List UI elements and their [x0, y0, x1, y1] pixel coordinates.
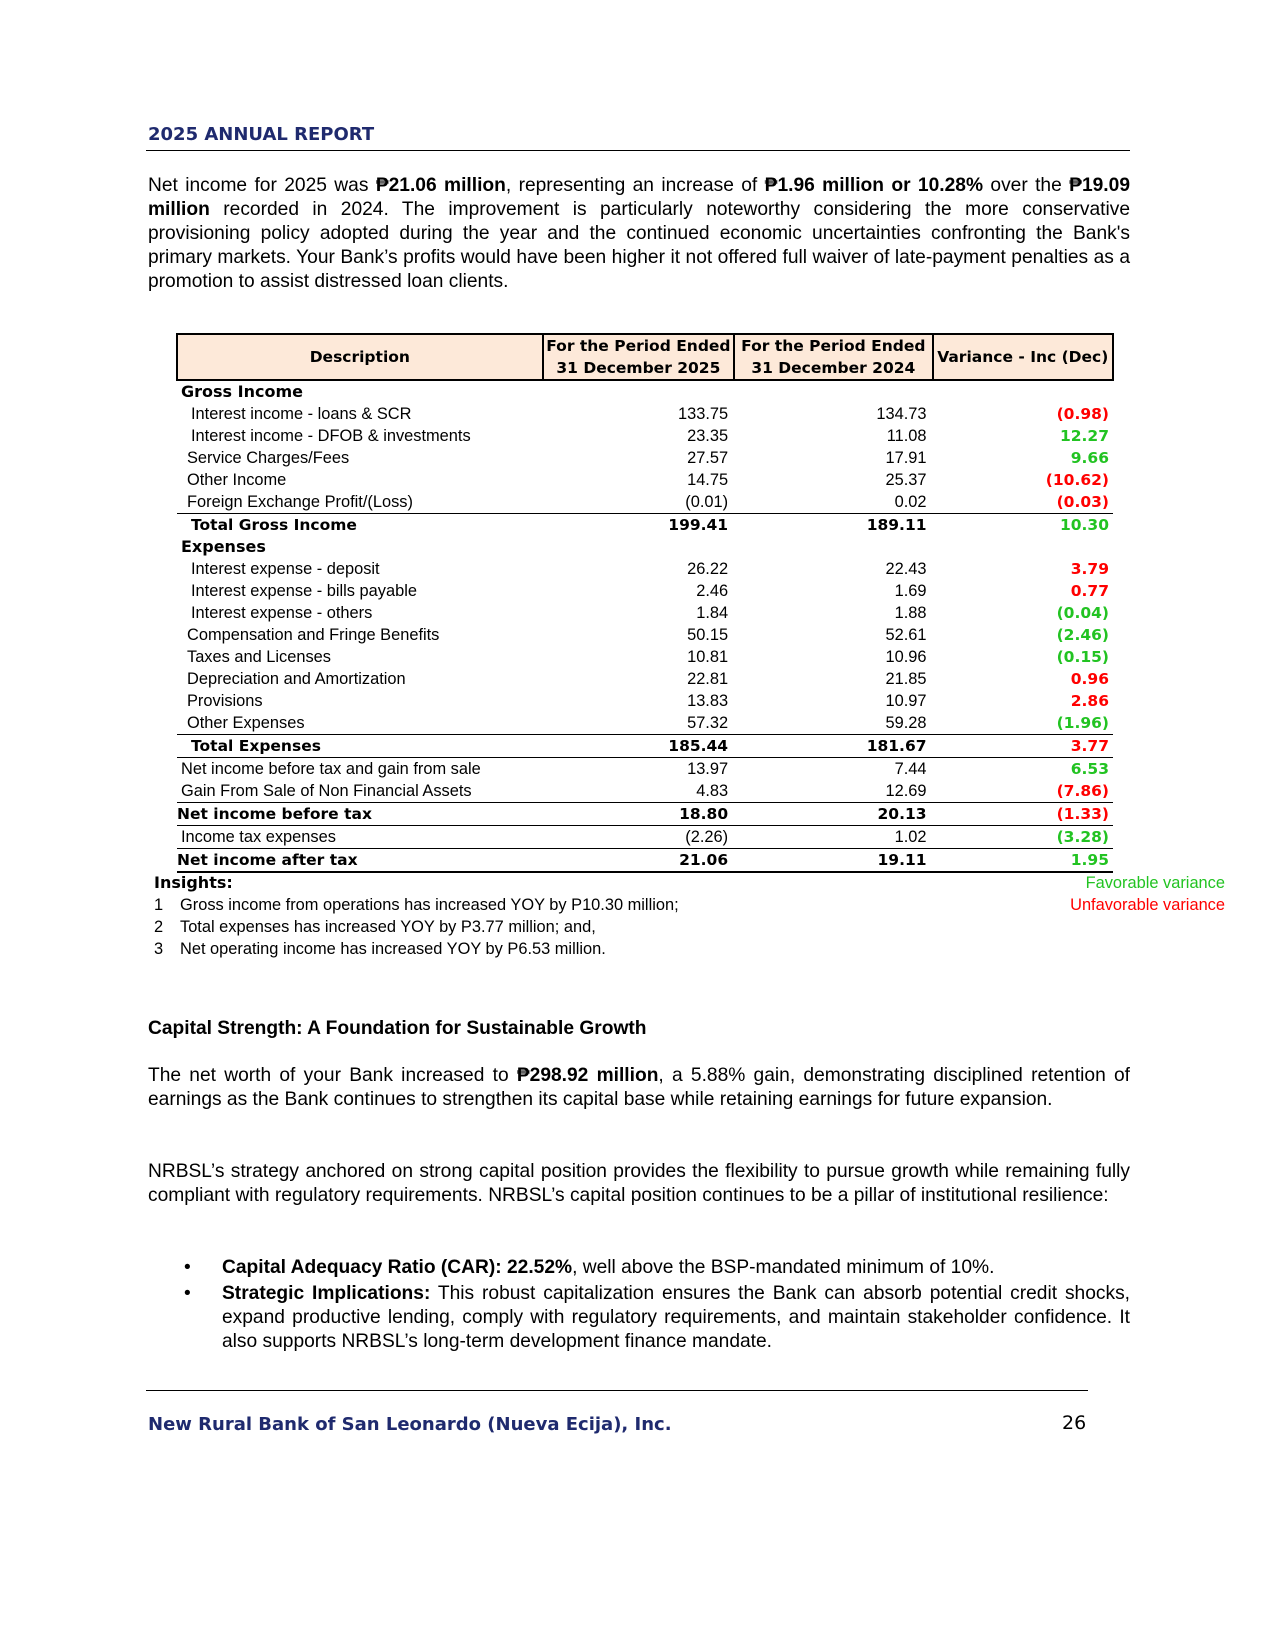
page-number: 26 — [1062, 1412, 1087, 1434]
row-description: Taxes and Licenses — [187, 648, 331, 666]
row-description: Total Gross Income — [177, 514, 543, 537]
table-row — [177, 780, 1113, 803]
footer-divider — [146, 1390, 1088, 1391]
row-variance: 3.79 — [1070, 560, 1109, 578]
table-row — [177, 758, 1113, 781]
row-description: Interest income - DFOB & investments — [191, 427, 471, 445]
header-divider — [146, 150, 1130, 151]
table-row — [177, 803, 1113, 826]
row-variance — [933, 536, 1113, 558]
table-row — [177, 491, 1113, 514]
table-row — [177, 712, 1113, 735]
row-description: Interest expense - bills payable — [191, 582, 417, 600]
intro-text-1: Net income for 2025 was — [148, 175, 376, 196]
income-statement-table — [176, 333, 1114, 873]
row-description: Interest expense - deposit — [191, 560, 380, 578]
row-2025-value: 1.84 — [696, 604, 729, 622]
row-description: Total Expenses — [177, 735, 543, 758]
header-2025 — [543, 334, 734, 380]
insight-text: Net operating income has increased YOY by P6.53 million. — [180, 940, 606, 958]
report-header-title: 2025 ANNUAL REPORT — [148, 124, 375, 145]
legend-unfavorable: Unfavorable variance — [1070, 896, 1225, 914]
table-row — [177, 735, 1113, 758]
header-2025-line1: For the Period Ended — [546, 337, 731, 355]
table-row — [177, 514, 1113, 537]
header-2024-line1: For the Period Ended — [741, 337, 926, 355]
row-variance: (0.98) — [1056, 405, 1109, 423]
row-description: Provisions — [187, 692, 263, 710]
row-2025-value — [543, 536, 734, 558]
insights-block — [154, 872, 1114, 960]
capital-bullet-list — [148, 1256, 1130, 1356]
networth-text-2: , a 5.88% gain, demonstrating disciplined retention of earnings as the Bank continues to strengthen its capital base while retaining earnings for future expansion. — [148, 1065, 1130, 1110]
row-2025-value: 50.15 — [687, 626, 729, 644]
insights-list — [154, 894, 1114, 960]
insight-item — [154, 938, 1114, 960]
row-variance: (1.96) — [1056, 714, 1109, 732]
intro-bold-net-income: ₱21.06 million — [375, 175, 506, 196]
header-description: Description — [177, 334, 543, 380]
legend-favorable: Favorable variance — [1085, 874, 1225, 892]
row-variance: 0.96 — [1070, 670, 1109, 688]
table-header-row — [177, 334, 1113, 380]
table-row — [177, 469, 1113, 491]
row-2024-value: 20.13 — [734, 803, 932, 826]
bullet-text: , well above the BSP-mandated minimum of 10%. — [572, 1257, 995, 1278]
table-section-row — [177, 380, 1113, 403]
insights-title: Insights: — [154, 873, 233, 892]
row-2024-value: 17.91 — [885, 449, 927, 467]
row-2025-value: 21.06 — [543, 849, 734, 873]
row-2024-value: 10.96 — [885, 648, 927, 666]
intro-text-3: over the — [983, 175, 1070, 196]
row-variance: 12.27 — [1059, 427, 1109, 445]
row-variance: (0.15) — [1056, 648, 1109, 666]
row-variance: (7.86) — [1056, 782, 1109, 800]
strategy-paragraph: NRBSL’s strategy anchored on strong capital position provides the flexibility to pursue growth while remaining fully compliant with regulatory requirements. NRBSL’s capital position continues to be a pillar of institutional resilience: — [148, 1161, 1130, 1206]
intro-text-4: recorded in 2024. The improvement is particularly noteworthy considering the more conservative provisioning policy adopted during the year and the continued economic uncertainties confronting the Bank's primary markets. Your Bank’s profits would have been higher it not offered full waiver of late-payment penalties as a promotion to assist distressed loan clients. — [148, 199, 1130, 292]
row-description: Interest income - loans & SCR — [191, 405, 412, 423]
variance-legend — [1070, 872, 1225, 916]
row-description: Income tax expenses — [177, 826, 543, 849]
row-description: Service Charges/Fees — [187, 449, 350, 467]
networth-text-1: The net worth of your Bank increased to — [148, 1065, 517, 1086]
row-description: Net income after tax — [177, 849, 543, 873]
networth-bold-value: ₱298.92 million — [516, 1065, 659, 1086]
row-variance: 1.95 — [933, 849, 1113, 873]
table-row — [177, 602, 1113, 624]
row-variance: 3.77 — [933, 735, 1113, 758]
footer-bank-name: New Rural Bank of San Leonardo (Nueva Ecija), Inc. — [148, 1414, 672, 1435]
insight-text: Total expenses has increased YOY by P3.77 million; and, — [180, 918, 596, 936]
net-income-paragraph — [148, 174, 1130, 294]
row-description: Gain From Sale of Non Financial Assets — [181, 782, 472, 800]
table-row — [177, 826, 1113, 849]
header-2025-line2: 31 December 2025 — [556, 359, 721, 377]
header-variance: Variance - Inc (Dec) — [933, 334, 1113, 380]
row-variance: (3.28) — [933, 826, 1113, 849]
bullet-dot-icon: • — [184, 1283, 191, 1304]
bullet-text: This robust capitalization ensures the Bank can absorb potential credit shocks, expand productive lending, comply with regulatory requirements, and maintain stakeholder confidence. It also supports NRBSL’s long-term development finance mandate. — [222, 1283, 1130, 1352]
intro-text-2: , representing an increase of — [505, 175, 765, 196]
income-statement-table-wrapper — [176, 333, 1114, 873]
capital-section-heading: Capital Strength: A Foundation for Sustainable Growth — [148, 1018, 647, 1039]
row-2024-value: 10.97 — [885, 692, 927, 710]
row-description: Net income before tax — [177, 803, 543, 826]
row-2025-value: 26.22 — [687, 560, 729, 578]
bullet-bold-lead: Capital Adequacy Ratio (CAR): 22.52% — [222, 1257, 573, 1278]
row-2024-value: 52.61 — [885, 626, 927, 644]
row-2025-value: 133.75 — [677, 405, 729, 423]
row-2024-value: 1.02 — [734, 826, 932, 849]
row-description: Foreign Exchange Profit/(Loss) — [187, 493, 413, 511]
row-2024-value — [734, 536, 932, 558]
row-variance: 0.77 — [1070, 582, 1109, 600]
row-description: Other Income — [187, 471, 287, 489]
intro-bold-increase: ₱1.96 million or 10.28% — [764, 175, 984, 196]
table-section-row — [177, 536, 1113, 558]
row-2025-value: 13.97 — [543, 758, 734, 781]
insight-number: 3 — [154, 940, 164, 958]
row-description: Gross Income — [181, 382, 303, 401]
header-2024-line2: 31 December 2024 — [751, 359, 916, 377]
bullet-item — [148, 1256, 1130, 1280]
table-row — [177, 558, 1113, 580]
net-worth-paragraph — [148, 1064, 1130, 1112]
insight-number: 2 — [154, 918, 164, 936]
row-2025-value: 4.83 — [696, 782, 729, 800]
table-row — [177, 668, 1113, 690]
table-row — [177, 447, 1113, 469]
row-2024-value: 21.85 — [885, 670, 927, 688]
row-variance: (10.62) — [1045, 471, 1109, 489]
row-2024-value: 12.69 — [885, 782, 927, 800]
table-row — [177, 849, 1113, 873]
row-2024-value: 25.37 — [885, 471, 927, 489]
row-variance: (1.33) — [933, 803, 1113, 826]
table-row — [177, 646, 1113, 668]
row-2024-value: 1.88 — [894, 604, 927, 622]
row-2025-value: 18.80 — [543, 803, 734, 826]
row-description: Other Expenses — [187, 714, 305, 732]
row-2025-value: 185.44 — [543, 735, 734, 758]
row-description: Interest expense - others — [191, 604, 373, 622]
row-variance: (2.46) — [1056, 626, 1109, 644]
bullet-dot-icon: • — [184, 1257, 191, 1278]
row-2024-value: 0.02 — [894, 493, 927, 511]
row-variance: 9.66 — [1070, 449, 1109, 467]
table-row — [177, 425, 1113, 447]
table-body — [177, 380, 1113, 872]
row-2024-value: 7.44 — [734, 758, 932, 781]
row-2025-value: (2.26) — [543, 826, 734, 849]
row-description: Depreciation and Amortization — [187, 670, 406, 688]
row-2025-value: 199.41 — [543, 514, 734, 537]
row-variance: 10.30 — [933, 514, 1113, 537]
row-description: Expenses — [181, 537, 266, 556]
table-row — [177, 624, 1113, 646]
row-variance: 2.86 — [1070, 692, 1109, 710]
row-2024-value: 59.28 — [885, 714, 927, 732]
row-variance: (0.04) — [1056, 604, 1109, 622]
row-2025-value: 14.75 — [687, 471, 729, 489]
row-2024-value: 134.73 — [876, 405, 927, 423]
row-2024-value: 11.08 — [886, 427, 927, 445]
insight-text: Gross income from operations has increased YOY by P10.30 million; — [180, 896, 679, 914]
table-row — [177, 580, 1113, 602]
table-row — [177, 403, 1113, 425]
row-2025-value: 27.57 — [687, 449, 729, 467]
row-variance: (0.03) — [1056, 493, 1109, 511]
header-2024 — [734, 334, 932, 380]
row-2025-value: 23.35 — [687, 427, 729, 445]
insight-number: 1 — [154, 896, 164, 914]
row-2024-value: 1.69 — [894, 582, 927, 600]
bullet-bold-lead: Strategic Implications: — [222, 1283, 431, 1304]
table-row — [177, 690, 1113, 712]
insight-item — [154, 894, 1114, 916]
row-2024-value: 181.67 — [734, 735, 932, 758]
row-2025-value: (0.01) — [685, 493, 729, 511]
row-2025-value: 57.32 — [687, 714, 729, 732]
insight-item — [154, 916, 1114, 938]
row-2024-value: 19.11 — [734, 849, 932, 873]
row-2025-value: 13.83 — [687, 692, 729, 710]
row-2025-value: 22.81 — [687, 670, 729, 688]
intro-bold-prior-income: ₱19.09 million — [148, 175, 1130, 220]
row-variance — [933, 380, 1113, 403]
bullet-item — [148, 1282, 1130, 1354]
row-2025-value — [543, 380, 734, 403]
row-2024-value — [734, 380, 932, 403]
row-variance: 6.53 — [933, 758, 1113, 781]
row-description: Net income before tax and gain from sale — [177, 758, 543, 781]
row-2025-value: 2.46 — [696, 582, 729, 600]
row-2025-value: 10.81 — [687, 648, 729, 666]
row-2024-value: 22.43 — [885, 560, 927, 578]
row-2024-value: 189.11 — [734, 514, 932, 537]
row-description: Compensation and Fringe Benefits — [187, 626, 440, 644]
